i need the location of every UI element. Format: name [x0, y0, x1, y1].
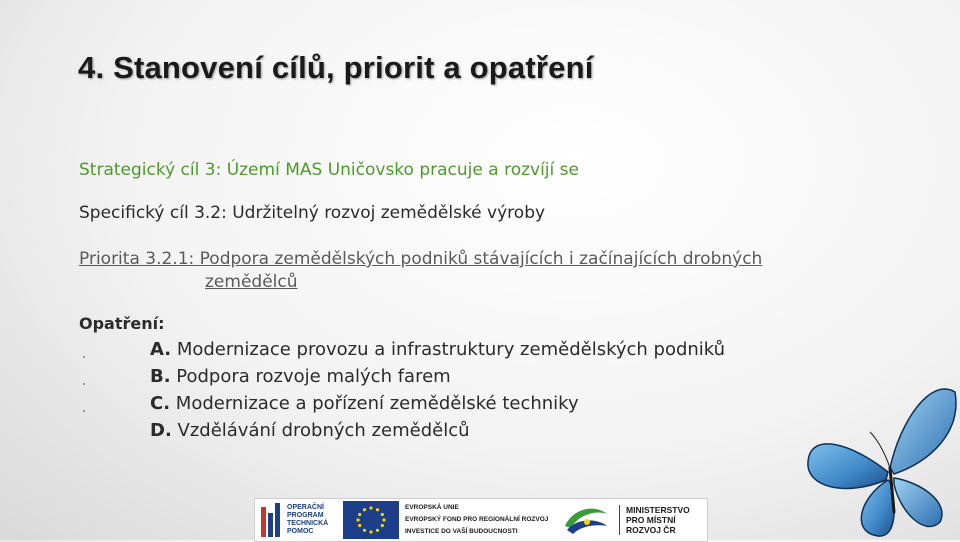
strategic-goal: Strategický cíl 3: Území MAS Uničovsko pracuje a rozvíjí se: [79, 160, 579, 180]
op-line: PROGRAM: [287, 512, 324, 519]
measure-text: Modernizace a pořízení zemědělské techniky: [170, 393, 579, 414]
ministry-line: PRO MÍSTNÍ: [626, 515, 676, 525]
measure-text: Vzdělávání drobných zemědělců: [171, 420, 470, 441]
ministry-line: MINISTERSTVO: [626, 505, 690, 515]
op-logo-icon: [259, 501, 283, 539]
eu-line: EVROPSKÝ FOND PRO REGIONÁLNÍ ROZVOJ: [405, 516, 549, 523]
op-line: OPERAČNÍ: [287, 504, 324, 511]
eu-logo-text: [405, 502, 555, 538]
op-logo: [255, 499, 339, 541]
specific-goal: Specifický cíl 3.2: Udržitelný rozvoj zemědělské výroby: [79, 203, 546, 223]
eu-line: EVROPSKÁ UNIE: [405, 504, 459, 511]
eu-line: INVESTICE DO VAŠÍ BUDOUCNOSTI: [405, 528, 518, 535]
op-line: TECHNICKÁ: [287, 520, 329, 527]
measure-text: Modernizace provozu a infrastruktury zemědělských podniků: [171, 339, 726, 360]
measure-item: [150, 363, 725, 390]
funding-logos-bar: [254, 498, 708, 542]
measure-letter: B.: [150, 366, 171, 387]
bullet-dot: [83, 383, 85, 385]
ministry-logo-text: [619, 505, 690, 535]
priority-text-cont: zemědělců: [205, 272, 298, 292]
slide-title: 4. Stanovení cílů, priorit a opatření: [78, 50, 594, 85]
ministry-line: ROZVOJ ČR: [626, 525, 676, 535]
priority: [79, 248, 762, 294]
bullet-dot: [83, 356, 85, 358]
measure-item: [150, 390, 725, 417]
measure-letter: A.: [150, 339, 172, 360]
priority-prefix: Priorita 3.2.1:: [79, 249, 195, 269]
bullet-dot: [83, 410, 85, 412]
op-line: POMOC: [287, 528, 314, 535]
measure-letter: D.: [150, 420, 172, 441]
op-logo-text: [287, 504, 328, 536]
measures-label: Opatření:: [79, 314, 165, 333]
measure-letter: C.: [150, 393, 171, 414]
butterfly-icon: [790, 372, 960, 540]
measure-item: [150, 417, 725, 444]
measures-list: [150, 336, 725, 444]
measure-item: [150, 336, 725, 363]
measure-text: Podpora rozvoje malých farem: [170, 366, 451, 387]
eu-flag-icon: [343, 501, 399, 539]
mas-logo-icon: [561, 500, 611, 540]
priority-text: Podpora zemědělských podniků stávajících i začínajících drobných: [194, 249, 763, 269]
